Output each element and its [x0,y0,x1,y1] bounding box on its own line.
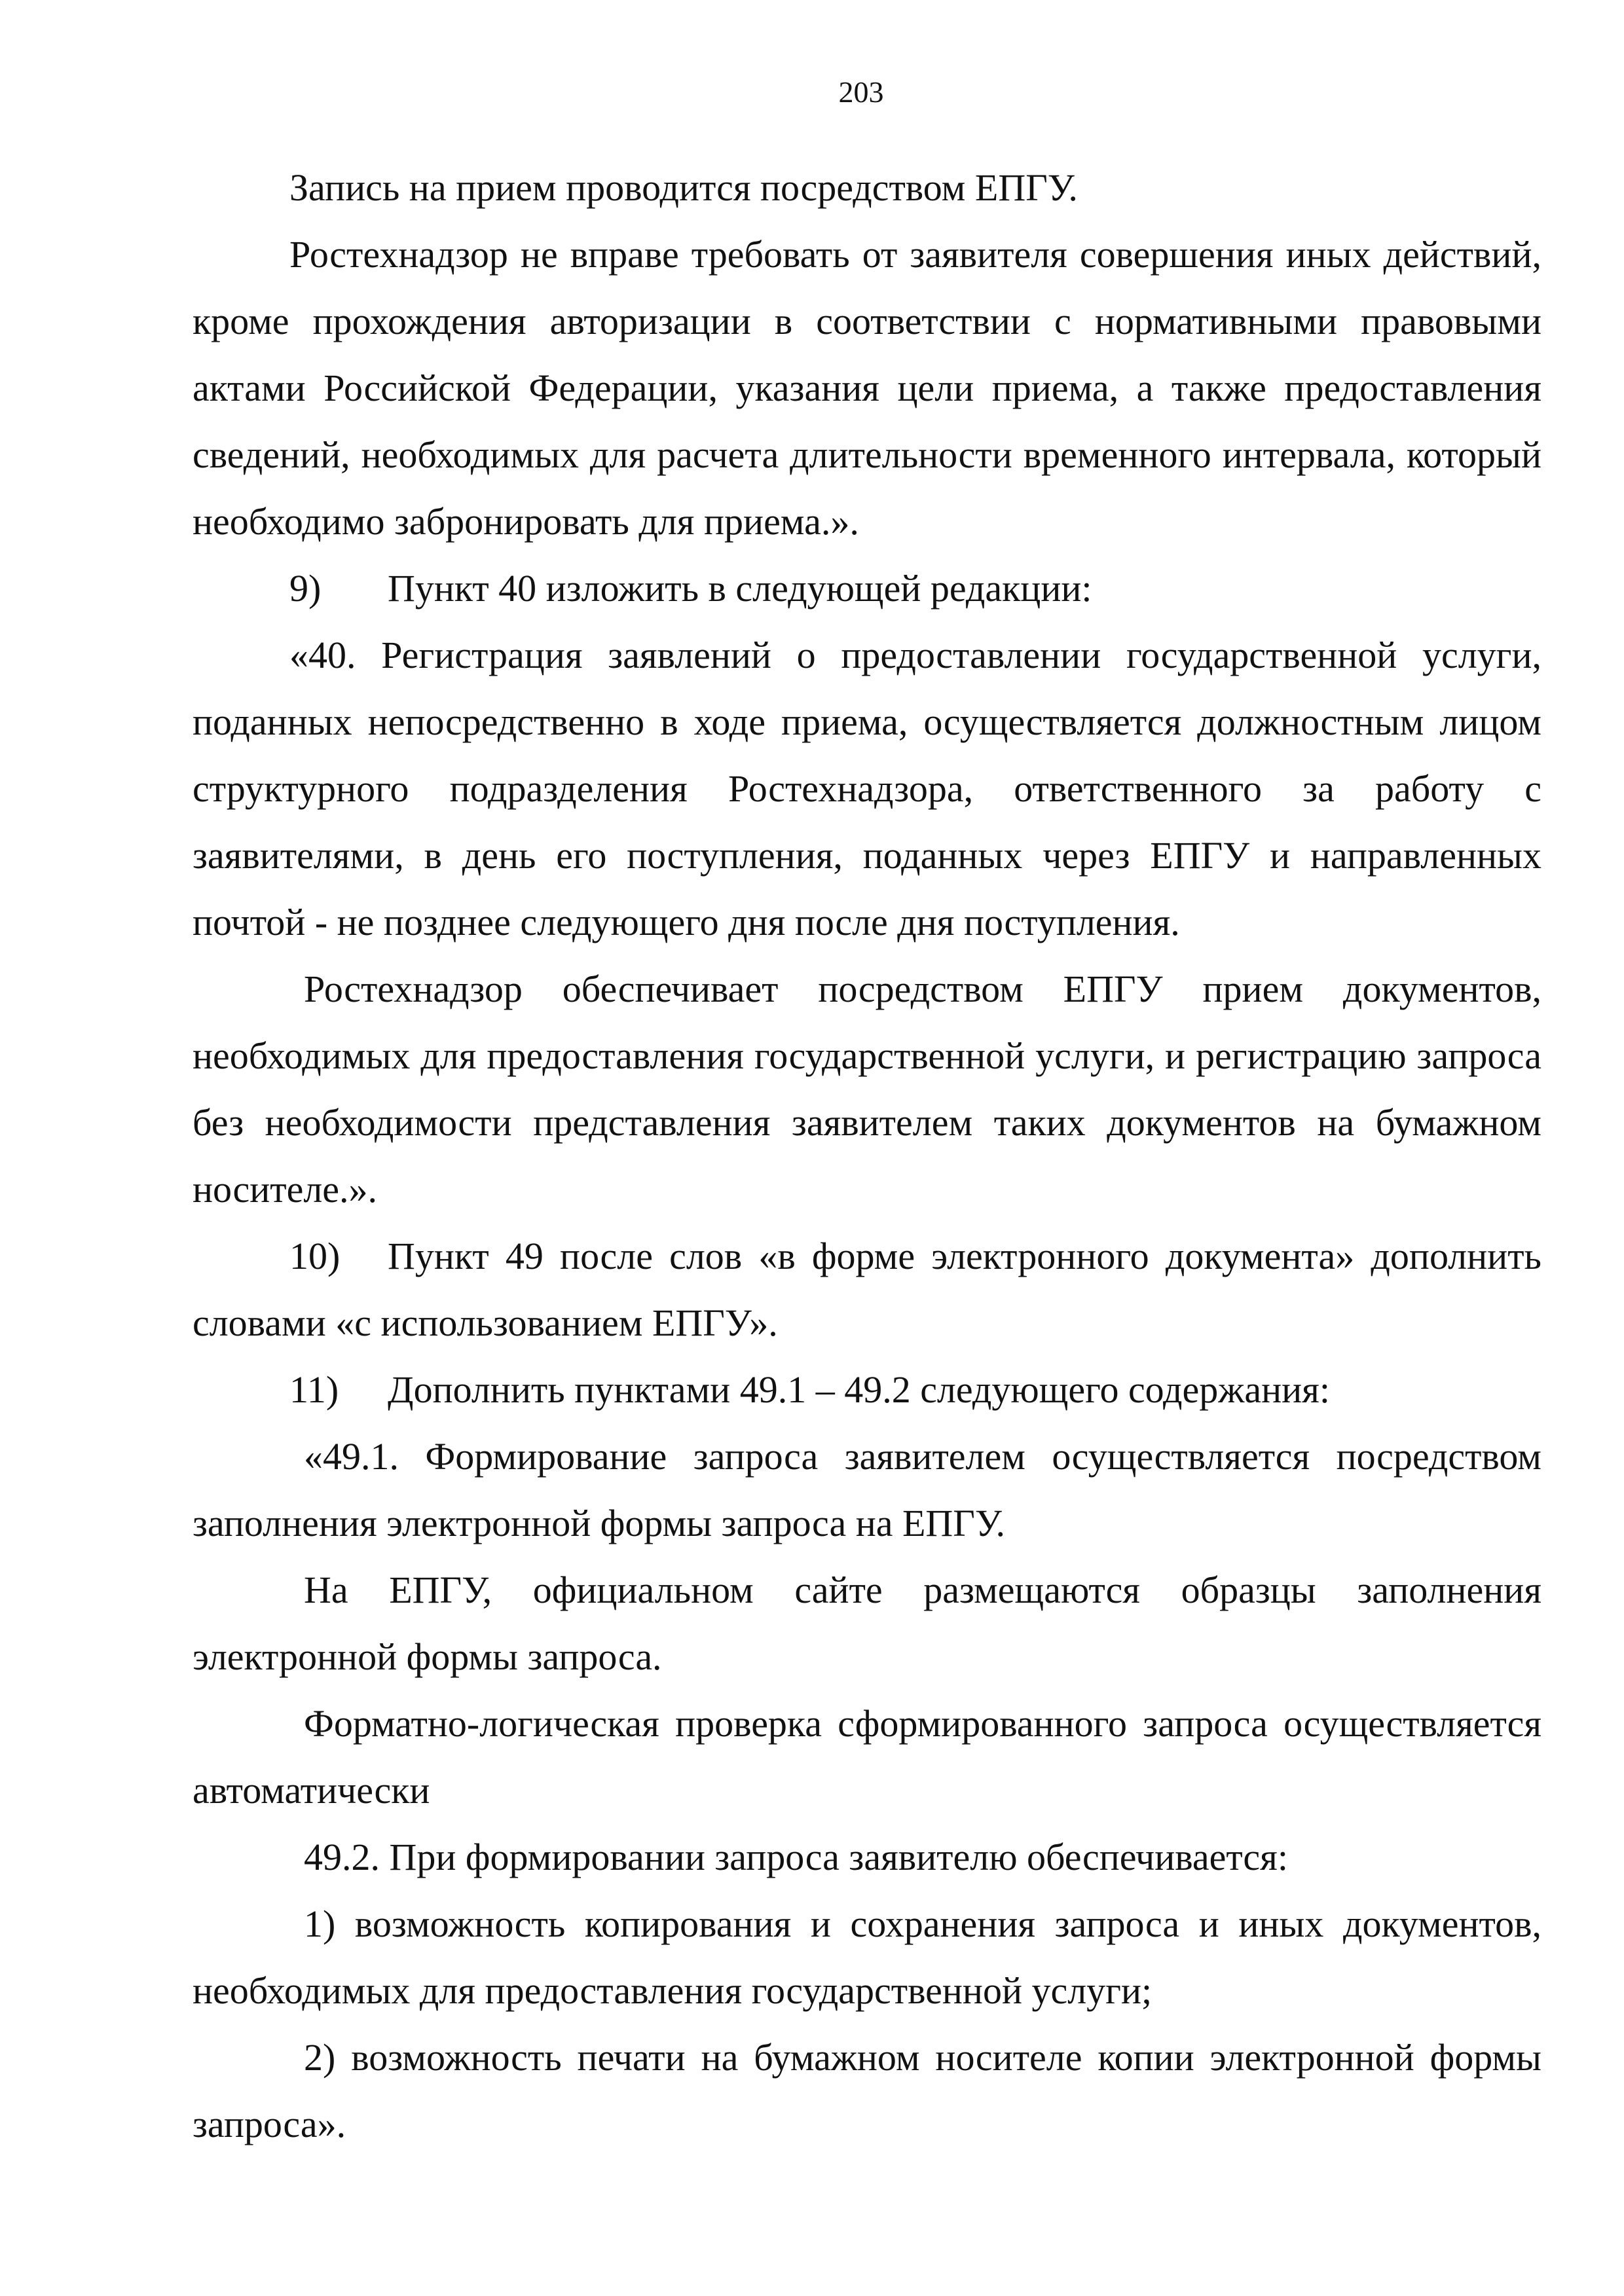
paragraph-option-2: 2) возможность печати на бумажном носителе копии электронной формы запроса». [193,2036,1541,2145]
paragraph-option-1: 1) возможность копирования и сохранения запроса и иных документов, необходимых для предоставления государственной услуги; [193,1903,1541,2012]
paragraph-point-40: «40. Регистрация заявлений о предоставлении государственной услуги, поданных непосредственно в ходе приема, осуществляется должностным лицом структурного подразделения Ростехнадзора, ответственного за работу с заявителями, в день его поступления, поданных через ЕПГУ и направленных почтой - не позднее следующего дня после дня поступления. [193,634,1541,943]
list-item-number: 11) [289,1368,339,1411]
list-item-text: Дополнить пунктами 49.1 – 49.2 следующего содержания: [388,1368,1330,1411]
document-body [193,155,1541,2158]
paragraph-point-49-continuation: словами «с использованием ЕПГУ». [193,1302,778,1344]
list-item-text: Пункт 49 после слов «в форме электронного документа» дополнить [388,1235,1541,1277]
paragraph-point-49-2: 49.2. При формировании запроса заявителю обеспечивается: [304,1836,1288,1878]
paragraph-rostekhnadzor-requirements: Ростехнадзор не вправе требовать от заявителя совершения иных действий, кроме прохождения авторизации в соответствии с нормативными правовыми актами Российской Федерации, указания цели приема, а также предоставления сведений, необходимых для расчета длительности временного интервала, который необходимо забронировать для приема.». [193,233,1541,543]
paragraph-document-reception: Ростехнадзор обеспечивает посредством ЕПГУ прием документов, необходимых для предоставления государственной услуги, и регистрацию запроса без необходимости представления заявителем таких документов на бумажном носителе.». [193,968,1541,1211]
paragraph-point-49-1: «49.1. Формирование запроса заявителем осуществляется посредством заполнения электронной формы запроса на ЕПГУ. [193,1435,1541,1544]
list-item-text: Пункт 40 изложить в следующей редакции: [388,567,1092,610]
paragraph-samples: На ЕПГУ, официальном сайте размещаются образцы заполнения электронной формы запроса. [193,1569,1541,1678]
paragraph-format-check: Форматно-логическая проверка сформированного запроса осуществляется автоматически [193,1702,1541,1812]
list-item-number: 10) [289,1235,341,1277]
list-item-number: 9) [289,567,322,610]
page-number: 203 [838,75,884,109]
list-item-9 [193,555,1541,622]
list-item-10 [193,1223,1541,1290]
paragraph-appointment: Запись на прием проводится посредством ЕПГУ. [289,166,1078,209]
list-item-11 [193,1357,1541,1423]
